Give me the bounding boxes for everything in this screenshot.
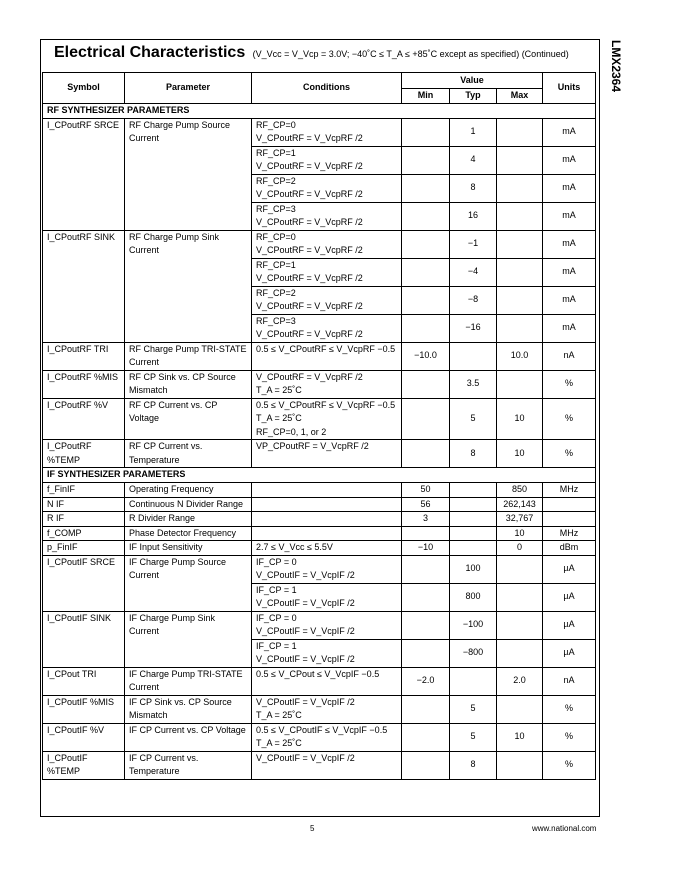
page-number: 5	[310, 824, 315, 833]
section-title: IF SYNTHESIZER PARAMETERS	[43, 468, 596, 483]
cell-units: mA	[543, 202, 596, 230]
cell-parameter: IF Input Sensitivity	[125, 541, 252, 556]
cell-symbol: I_CPout TRI	[43, 667, 125, 695]
condition-line: RF_CP=3	[256, 315, 296, 326]
cell-parameter: R Divider Range	[125, 512, 252, 527]
cell-units: µA	[543, 639, 596, 667]
cell-max: 10.0	[497, 342, 543, 370]
condition-line: RF_CP=1	[256, 259, 296, 270]
cell-conditions	[252, 118, 402, 146]
cell-units: nA	[543, 342, 596, 370]
cell-parameter: IF Charge Pump Source Current	[125, 555, 252, 611]
table-row	[43, 555, 596, 583]
cell-symbol: R IF	[43, 512, 125, 527]
cell-units: MHz	[543, 526, 596, 541]
cell-max: 2.0	[497, 667, 543, 695]
cell-conditions	[252, 230, 402, 258]
condition-line: RF_CP=1	[256, 147, 296, 158]
cell-typ	[450, 512, 497, 527]
condition-line: T_A = 25˚C	[256, 710, 302, 720]
cell-typ	[450, 497, 497, 512]
cell-units: mA	[543, 146, 596, 174]
cell-max	[497, 286, 543, 314]
cell-min	[402, 398, 450, 440]
cell-units: mA	[543, 286, 596, 314]
cell-min	[402, 723, 450, 751]
cell-typ: 4	[450, 146, 497, 174]
cell-units: mA	[543, 314, 596, 342]
condition-line: T_A = 25˚C	[256, 738, 302, 748]
condition-line: V_CPoutIF = V_VcpIF /2	[256, 696, 355, 707]
cell-max	[497, 230, 543, 258]
section-title: RF SYNTHESIZER PARAMETERS	[43, 103, 596, 118]
table-row	[43, 667, 596, 695]
cell-typ: 8	[450, 751, 497, 779]
cell-min	[402, 230, 450, 258]
cell-max: 10	[497, 526, 543, 541]
cell-max: 10	[497, 723, 543, 751]
footer-url: www.national.com	[532, 824, 597, 833]
condition-line: 0.5 ≤ V_CPout ≤ V_VcpIF −0.5	[256, 668, 380, 679]
cell-conditions	[252, 695, 402, 723]
cell-conditions	[252, 751, 402, 779]
condition-line: V_CPoutRF = V_VcpRF /2	[256, 161, 363, 171]
header-typ: Typ	[450, 89, 497, 104]
condition-line: IF_CP = 0	[256, 556, 297, 567]
cell-parameter: IF Charge Pump Sink Current	[125, 611, 252, 667]
cell-units: mA	[543, 230, 596, 258]
cell-parameter: IF Charge Pump TRI-STATE Current	[125, 667, 252, 695]
table-row	[43, 342, 596, 370]
cell-min: −10.0	[402, 342, 450, 370]
cell-conditions	[252, 314, 402, 342]
condition-line: V_CPoutIF = V_VcpIF /2	[256, 654, 355, 664]
condition-line: V_CPoutRF = V_VcpRF /2	[256, 133, 363, 143]
cell-typ: −16	[450, 314, 497, 342]
condition-line: V_CPoutRF = V_VcpRF /2	[256, 189, 363, 199]
cell-typ	[450, 483, 497, 498]
cell-conditions	[252, 497, 402, 512]
cell-min	[402, 526, 450, 541]
cell-min: 50	[402, 483, 450, 498]
table-row	[43, 611, 596, 639]
cell-min	[402, 286, 450, 314]
cell-typ	[450, 541, 497, 556]
cell-typ: −100	[450, 611, 497, 639]
condition-line: RF_CP=2	[256, 175, 296, 186]
cell-min	[402, 174, 450, 202]
cell-max	[497, 118, 543, 146]
cell-conditions	[252, 667, 402, 695]
cell-units: dBm	[543, 541, 596, 556]
cell-max	[497, 370, 543, 398]
cell-typ: 5	[450, 723, 497, 751]
condition-line: T_A = 25˚C	[256, 413, 302, 423]
cell-symbol: I_CPoutIF %MIS	[43, 695, 125, 723]
cell-max	[497, 314, 543, 342]
cell-units: %	[543, 695, 596, 723]
cell-typ: 5	[450, 695, 497, 723]
cell-units: µA	[543, 611, 596, 639]
cell-units: nA	[543, 667, 596, 695]
cell-parameter: RF Charge Pump TRI-STATE Current	[125, 342, 252, 370]
cell-units: MHz	[543, 483, 596, 498]
cell-symbol: I_CPoutIF %TEMP	[43, 751, 125, 779]
cell-typ: 100	[450, 555, 497, 583]
cell-units: mA	[543, 174, 596, 202]
cell-symbol: I_CPoutRF %V	[43, 398, 125, 440]
cell-typ: 800	[450, 583, 497, 611]
title-text: Electrical Characteristics	[54, 44, 246, 61]
cell-units: %	[543, 751, 596, 779]
section-header	[43, 103, 596, 118]
cell-max	[497, 174, 543, 202]
cell-conditions	[252, 202, 402, 230]
cell-symbol: I_CPoutRF %TEMP	[43, 440, 125, 468]
cell-max: 10	[497, 398, 543, 440]
part-number-label: LMX2364	[609, 40, 623, 93]
cell-parameter: RF CP Sink vs. CP Source Mismatch	[125, 370, 252, 398]
condition-line: V_CPoutRF = V_VcpRF /2	[256, 273, 363, 283]
cell-parameter: Operating Frequency	[125, 483, 252, 498]
cell-conditions	[252, 174, 402, 202]
cell-symbol: p_FinIF	[43, 541, 125, 556]
cell-conditions	[252, 512, 402, 527]
condition-line: 0.5 ≤ V_CPoutRF ≤ V_VcpRF −0.5	[256, 343, 396, 354]
cell-typ: −800	[450, 639, 497, 667]
cell-typ: 8	[450, 174, 497, 202]
condition-line: 2.7 ≤ V_Vcc ≤ 5.5V	[256, 542, 333, 552]
cell-min	[402, 314, 450, 342]
table-row	[43, 497, 596, 512]
condition-line: V_CPoutRF = V_VcpRF /2	[256, 371, 363, 382]
cell-conditions	[252, 342, 402, 370]
cell-typ: 5	[450, 398, 497, 440]
condition-line: V_CPoutRF = V_VcpRF /2	[256, 301, 363, 311]
cell-max	[497, 202, 543, 230]
cell-max	[497, 695, 543, 723]
cell-conditions	[252, 286, 402, 314]
condition-line: RF_CP=0	[256, 231, 296, 242]
cell-typ: 16	[450, 202, 497, 230]
title-condition: (V_Vcc = V_Vcp = 3.0V; −40˚C ≤ T_A ≤ +85˚C except as specified) (Continued)	[252, 49, 569, 59]
table-row	[43, 512, 596, 527]
cell-conditions	[252, 639, 402, 667]
cell-conditions	[252, 583, 402, 611]
cell-min: −2.0	[402, 667, 450, 695]
cell-typ: 8	[450, 440, 497, 468]
cell-symbol: I_CPoutRF SINK	[43, 230, 125, 342]
cell-min	[402, 146, 450, 174]
cell-conditions	[252, 370, 402, 398]
cell-units	[543, 497, 596, 512]
header-min: Min	[402, 89, 450, 104]
cell-symbol: I_CPoutRF SRCE	[43, 118, 125, 230]
header-conditions: Conditions	[252, 73, 402, 104]
characteristics-table	[42, 72, 596, 780]
table-row	[43, 440, 596, 468]
cell-units: µA	[543, 583, 596, 611]
cell-conditions	[252, 398, 402, 440]
cell-parameter: IF CP Current vs. Temperature	[125, 751, 252, 779]
table-row	[43, 526, 596, 541]
cell-conditions	[252, 526, 402, 541]
cell-min	[402, 440, 450, 468]
cell-min	[402, 202, 450, 230]
cell-conditions	[252, 440, 402, 468]
header-value: Value	[402, 73, 543, 89]
header-symbol: Symbol	[43, 73, 125, 104]
header-units: Units	[543, 73, 596, 104]
cell-min	[402, 611, 450, 639]
cell-units: %	[543, 723, 596, 751]
table-body	[43, 103, 596, 779]
table-row	[43, 230, 596, 258]
cell-min	[402, 751, 450, 779]
cell-max: 32,767	[497, 512, 543, 527]
header-parameter: Parameter	[125, 73, 252, 104]
cell-max	[497, 258, 543, 286]
cell-units: %	[543, 370, 596, 398]
cell-max	[497, 146, 543, 174]
cell-max: 0	[497, 541, 543, 556]
condition-line: VP_CPoutRF = V_VcpRF /2	[256, 441, 369, 451]
cell-symbol: I_CPoutIF SINK	[43, 611, 125, 667]
cell-parameter: RF Charge Pump Sink Current	[125, 230, 252, 342]
cell-parameter: Continuous N Divider Range	[125, 497, 252, 512]
section-header	[43, 468, 596, 483]
cell-parameter: IF CP Current vs. CP Voltage	[125, 723, 252, 751]
cell-symbol: I_CPoutRF %MIS	[43, 370, 125, 398]
table-row	[43, 370, 596, 398]
cell-min	[402, 639, 450, 667]
condition-line: IF_CP = 1	[256, 640, 297, 651]
condition-line: V_CPoutIF = V_VcpIF /2	[256, 752, 355, 763]
cell-parameter: RF CP Current vs. CP Voltage	[125, 398, 252, 440]
cell-units: %	[543, 398, 596, 440]
condition-line: V_CPoutRF = V_VcpRF /2	[256, 245, 363, 255]
condition-line: V_CPoutIF = V_VcpIF /2	[256, 626, 355, 636]
condition-line: RF_CP=0	[256, 119, 296, 130]
cell-typ	[450, 526, 497, 541]
cell-min: −10	[402, 541, 450, 556]
cell-typ	[450, 667, 497, 695]
cell-min	[402, 370, 450, 398]
condition-line: V_CPoutIF = V_VcpIF /2	[256, 570, 355, 580]
cell-max: 262,143	[497, 497, 543, 512]
condition-line: T_A = 25˚C	[256, 385, 302, 395]
cell-max: 10	[497, 440, 543, 468]
table-row	[43, 541, 596, 556]
table-row	[43, 723, 596, 751]
cell-max	[497, 639, 543, 667]
cell-parameter: RF CP Current vs. Temperature	[125, 440, 252, 468]
cell-typ: −8	[450, 286, 497, 314]
cell-symbol: I_CPoutIF %V	[43, 723, 125, 751]
condition-line: RF_CP=3	[256, 203, 296, 214]
cell-conditions	[252, 611, 402, 639]
cell-typ: −1	[450, 230, 497, 258]
cell-symbol: f_FinIF	[43, 483, 125, 498]
cell-max	[497, 751, 543, 779]
cell-min	[402, 583, 450, 611]
cell-min: 3	[402, 512, 450, 527]
cell-units: %	[543, 440, 596, 468]
cell-typ: 3.5	[450, 370, 497, 398]
cell-max: 850	[497, 483, 543, 498]
cell-conditions	[252, 146, 402, 174]
condition-line: 0.5 ≤ V_CPoutIF ≤ V_VcpIF −0.5	[256, 724, 388, 735]
cell-max	[497, 555, 543, 583]
table-row	[43, 751, 596, 779]
cell-symbol: I_CPoutRF TRI	[43, 342, 125, 370]
cell-parameter: IF CP Sink vs. CP Source Mismatch	[125, 695, 252, 723]
cell-typ: −4	[450, 258, 497, 286]
table-row	[43, 118, 596, 146]
cell-max	[497, 583, 543, 611]
condition-line: IF_CP = 0	[256, 612, 297, 623]
cell-typ	[450, 342, 497, 370]
condition-line: V_CPoutIF = V_VcpIF /2	[256, 598, 355, 608]
cell-symbol: N IF	[43, 497, 125, 512]
cell-conditions	[252, 555, 402, 583]
cell-units: mA	[543, 118, 596, 146]
cell-min	[402, 118, 450, 146]
cell-max	[497, 611, 543, 639]
cell-conditions	[252, 258, 402, 286]
condition-line: 0.5 ≤ V_CPoutRF ≤ V_VcpRF −0.5	[256, 399, 396, 410]
cell-conditions	[252, 541, 402, 556]
table-row	[43, 398, 596, 440]
condition-line: RF_CP=0, 1, or 2	[256, 426, 327, 437]
cell-min	[402, 258, 450, 286]
cell-units: µA	[543, 555, 596, 583]
cell-conditions	[252, 723, 402, 751]
page-title	[54, 44, 569, 62]
cell-symbol: f_COMP	[43, 526, 125, 541]
condition-line: V_CPoutRF = V_VcpRF /2	[256, 329, 363, 339]
cell-units: mA	[543, 258, 596, 286]
cell-min	[402, 695, 450, 723]
cell-parameter: RF Charge Pump Source Current	[125, 118, 252, 230]
condition-line: RF_CP=2	[256, 287, 296, 298]
condition-line: IF_CP = 1	[256, 584, 297, 595]
cell-units	[543, 512, 596, 527]
cell-parameter: Phase Detector Frequency	[125, 526, 252, 541]
cell-min	[402, 555, 450, 583]
cell-min: 56	[402, 497, 450, 512]
table-row	[43, 483, 596, 498]
table-row	[43, 695, 596, 723]
header-max: Max	[497, 89, 543, 104]
cell-conditions	[252, 483, 402, 498]
cell-typ: 1	[450, 118, 497, 146]
cell-symbol: I_CPoutIF SRCE	[43, 555, 125, 611]
condition-line: V_CPoutRF = V_VcpRF /2	[256, 217, 363, 227]
